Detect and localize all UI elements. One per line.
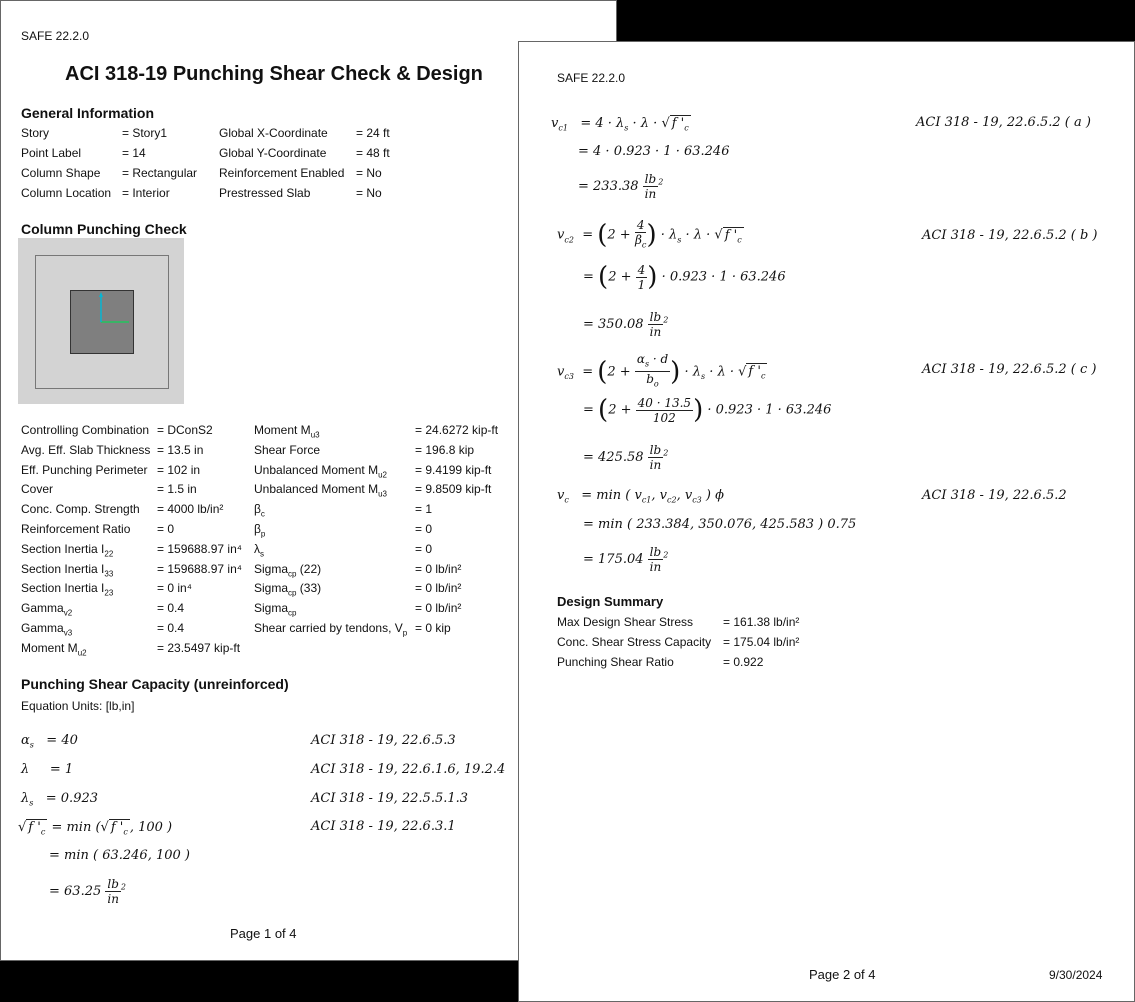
check-value: = 0 in⁴	[157, 581, 192, 596]
check-label: Gamma$_{v3}$	[21, 621, 73, 638]
vc-result: = 175.04 $\frac{lb}{in}$ $^2$	[583, 545, 669, 574]
vc2-substitution: = (2 + $\frac{4}{1}$ ) · 0.923 · 1 · 63.246	[583, 262, 786, 292]
check-value: = 9.4199 kip-ft	[415, 462, 492, 477]
report-title: ACI 318-19 Punching Shear Check & Design	[65, 63, 483, 85]
column-section	[70, 290, 134, 354]
general-info-label: Story	[21, 126, 50, 140]
check-value: = 13.5 in	[157, 442, 204, 457]
vc1-substitution: = 4 · 0.923 · 1 · 63.246	[578, 144, 730, 159]
vc2-reference: ACI 318 - 19, 22.6.5.2 ( b )	[922, 228, 1098, 243]
check-label: Section Inertia $I_{33}$	[21, 561, 114, 578]
vc2-result: = 350.08 $\frac{lb}{in}$ $^2$	[583, 310, 669, 339]
lambda-s-equation: $\lambda_s$ = 0.923	[21, 791, 99, 808]
summary-value: = 175.04 lb/in²	[723, 635, 800, 649]
sqrt-fc-equation: √ f '$_c = \min$ (√ f '$_c$ , 100 )	[18, 820, 173, 837]
summary-value: = 161.38 lb/in²	[723, 615, 800, 629]
check-label: Eff. Punching Perimeter	[21, 462, 148, 477]
summary-label: Conc. Shear Stress Capacity	[557, 635, 712, 649]
check-value: = 4000 lb/in²	[157, 502, 224, 517]
page-number-1: Page 1 of 4	[230, 926, 297, 941]
app-version: SAFE 22.2.0	[21, 29, 90, 43]
general-info-label: Global Y-Coordinate	[219, 146, 327, 160]
check-label: Conc. Comp. Strength	[21, 502, 140, 517]
check-value: = 24.6272 kip-ft	[415, 423, 499, 437]
report-page-2	[518, 41, 1135, 1002]
general-info-value: = 48 ft	[356, 146, 390, 160]
sqrt-fc-result: = 63.25 $\frac{lb}{in}$ $^2$	[49, 877, 127, 906]
general-info-heading: General Information	[21, 105, 155, 121]
check-label: Shear Force	[254, 442, 321, 457]
alpha-s-equation: $\alpha_s$ = 40	[21, 733, 78, 750]
check-value: = 1.5 in	[157, 482, 197, 497]
check-label: Moment $M_{u2}$	[21, 640, 87, 658]
check-value: = 0.4	[157, 601, 185, 616]
vc3-equation: $v_{c3} = (2$ + $\frac{\alpha_s \cdot d}{b_o}$ ) · $\lambda_s \cdot \lambda$ · √ f '$_c$	[557, 352, 766, 389]
general-info-label: Column Shape	[21, 166, 101, 180]
local-axes-icon	[71, 291, 133, 353]
summary-value: = 0.922	[723, 655, 764, 669]
vc-equation: $v_c = \min$ ( $v_{c1}$, $v_{c2}$, $v_{c3}$ ) ϕ	[557, 488, 724, 505]
check-label: Shear carried by tendons, $V_p$	[254, 621, 408, 638]
general-info-value: = No	[356, 166, 382, 180]
general-info-label: Point Label	[21, 146, 82, 160]
vc-reference: ACI 318 - 19, 22.6.5.2	[922, 488, 1067, 503]
general-info-value: = Story1	[122, 126, 168, 140]
lambda-s-reference: ACI 318 - 19, 22.5.5.1.3	[311, 791, 469, 806]
alpha-s-reference: ACI 318 - 19, 22.6.5.3	[311, 733, 456, 748]
report-date: 9/30/2024	[1049, 968, 1103, 982]
vc3-result: = 425.58 $\frac{lb}{in}$ $^2$	[583, 443, 669, 472]
page-number-2: Page 2 of 4	[809, 967, 876, 982]
general-info-label: Column Location	[21, 186, 112, 200]
check-value: = 0 lb/in²	[415, 601, 462, 616]
check-label: $\lambda_s$	[254, 541, 264, 559]
vc1-reference: ACI 318 - 19, 22.6.5.2 ( a )	[916, 115, 1091, 130]
design-summary-heading: Design Summary	[557, 594, 664, 609]
check-label: Gamma$_{v2}$	[21, 601, 73, 618]
check-label: Sigma$_{cp}$ (33)	[254, 581, 322, 598]
vc2-equation: $v_{c2} = (2$ + $\frac{4}{\beta_c}$ ) · $\lambda_s \cdot \lambda$ · √ f '$_c$	[557, 218, 742, 251]
general-info-value: = Interior	[122, 186, 170, 200]
lambda-reference: ACI 318 - 19, 22.6.1.6, 19.2.4	[311, 762, 506, 777]
check-label: Moment $M_{u3}$	[254, 423, 320, 440]
check-value: = 196.8 kip	[415, 442, 475, 457]
vc1-result: = 233.38 $\frac{lb}{in}$ $^2$	[578, 172, 664, 201]
check-value: = 23.5497 kip-ft	[157, 640, 241, 655]
check-label: Avg. Eff. Slab Thickness	[21, 442, 151, 457]
check-value: = 0 kip	[415, 621, 451, 635]
vc3-reference: ACI 318 - 19, 22.6.5.2 ( c )	[922, 362, 1097, 377]
summary-label: Max Design Shear Stress	[557, 615, 694, 629]
check-label: Section Inertia $I_{23}$	[21, 581, 114, 598]
sqrt-fc-substitution: = min ( 63.246, 100 )	[49, 848, 190, 863]
check-label: Sigma$_{cp}$ (22)	[254, 561, 322, 578]
check-value: = 159688.97 in⁴	[157, 541, 242, 556]
capacity-heading: Punching Shear Capacity (unreinforced)	[21, 676, 289, 692]
general-info-value: = 24 ft	[356, 126, 390, 140]
column-check-heading: Column Punching Check	[21, 221, 187, 237]
general-info-value: = No	[356, 186, 382, 200]
check-label: Section Inertia $I_{22}$	[21, 541, 114, 559]
general-info-label: Prestressed Slab	[219, 186, 311, 200]
check-value: = DConS2	[157, 423, 213, 437]
check-value: = 0	[415, 541, 433, 556]
general-info-label: Global X-Coordinate	[219, 126, 328, 140]
sqrt-fc-reference: ACI 318 - 19, 22.6.3.1	[311, 819, 456, 834]
check-label: $\beta_p$	[254, 522, 266, 539]
check-label: Unbalanced Moment $M_{u2}$	[254, 462, 387, 479]
check-label: Unbalanced Moment $M_{u3}$	[254, 482, 387, 499]
general-info-label: Reinforcement Enabled	[219, 166, 345, 180]
check-label: Controlling Combination	[21, 423, 150, 437]
check-value: = 0	[157, 522, 175, 536]
check-label: Sigma$_{cp}$	[254, 601, 297, 618]
check-value: = 9.8509 kip-ft	[415, 482, 492, 497]
check-label: Cover	[21, 482, 54, 497]
check-value: = 102 in	[157, 462, 201, 477]
summary-label: Punching Shear Ratio	[557, 655, 674, 669]
check-value: = 0 lb/in²	[415, 561, 462, 576]
equation-units: Equation Units: [lb,in]	[21, 699, 135, 713]
vc-substitution: = min ( 233.384, 350.076, 425.583 ) 0.75	[583, 517, 857, 532]
vc3-substitution: = (2 + $\frac{40 \cdot 13.5}{102}$ ) · 0.923 · 1 · 63.246	[583, 395, 832, 425]
vc1-equation: $v_{c1} = 4 \cdot \lambda_s \cdot \lambda$ · √ f '$_c$	[551, 116, 689, 133]
app-version: SAFE 22.2.0	[557, 71, 626, 85]
check-value: = 1	[415, 502, 433, 517]
check-value: = 159688.97 in⁴	[157, 561, 242, 576]
check-value: = 0 lb/in²	[415, 581, 462, 596]
check-value: = 0.4	[157, 621, 185, 635]
check-label: Reinforcement Ratio	[21, 522, 131, 536]
check-label: $\beta_c$	[254, 502, 265, 519]
lambda-equation: λ = 1	[21, 762, 74, 777]
general-info-value: = Rectangular	[122, 166, 198, 180]
general-info-value: = 14	[122, 146, 146, 160]
check-value: = 0	[415, 522, 433, 536]
